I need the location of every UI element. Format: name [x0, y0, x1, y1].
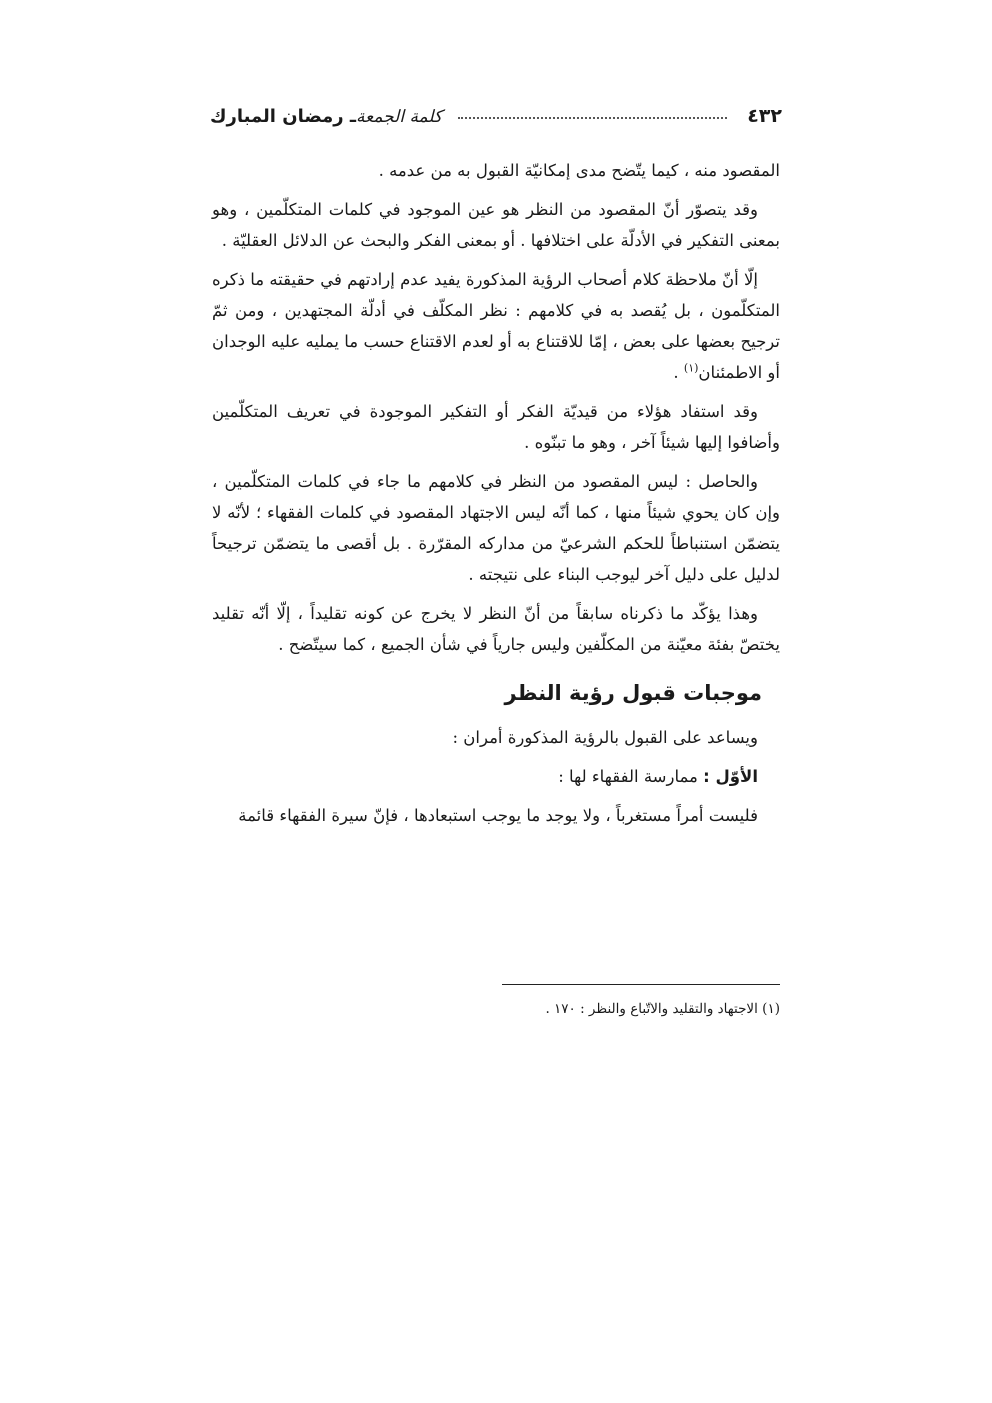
last-line: فليست أمراً مستغرباً ، ولا يوجد ما يوجب استبعادها ، فإنّ سيرة الفقهاء قائمة [238, 806, 758, 825]
paragraph-5: والحاصل : ليس المقصود من النظر في كلامهم ما جاء في كلمات المتكلّمين ، وإن كان يحوي شيئاً منها ، كما أنّه ليس الاجتهاد المقصود في كلمات الفقهاء ؛ لأنّه لا يتضمّن استنباطاً للحكم الشرعيّ من مداركه المقرّرة . بل أقصى ما يتضمّن ترجيحاً لدليل على دليل آخر ليوجب البناء على نتيجته . [212, 472, 780, 584]
main-text [212, 155, 780, 839]
running-header [210, 101, 782, 131]
header-title-suffix: ـ رمضان المبارك [210, 105, 357, 127]
section-heading: موجبات قبول رؤية النظر [504, 681, 762, 705]
footnote: (١) الاجتهاد والتقليد والاتّباع والنظر : ١٧٠ . [545, 1001, 780, 1017]
paragraph-2: وقد يتصوّر أنّ المقصود من النظر هو عين الموجود في كلمات المتكلّمين ، وهو بمعنى التفكير في الأدلّة على اختلافها . أو بمعنى الفكر والبحث عن الدلائل العقليّة . [212, 200, 780, 250]
footnote-divider [502, 984, 780, 985]
header-logo: كلمة الجمعة [356, 106, 443, 127]
header-dotted-leader [458, 117, 727, 119]
footnote-reference: (١) [683, 361, 699, 375]
section-intro: ويساعد على القبول بالرؤية المذكورة أمران : [452, 728, 758, 747]
first-point-label: الأوّل : [703, 767, 758, 786]
first-point [212, 761, 780, 792]
paragraph-6: وهذا يؤكّد ما ذكرناه سابقاً من أنّ النظر لا يخرج عن كونه تقليداً ، إلّا أنّه تقليد يختصّ بفئة معيّنة من المكلّفين وليس جارياً في شأن الجميع ، كما سيتّضح . [212, 604, 780, 654]
paragraph-4: وقد استفاد هؤلاء من قيديّة الفكر أو التفكير الموجودة في تعريف المتكلّمين وأضافوا إليها شيئاً آخر ، وهو ما تبنّوه . [212, 402, 780, 452]
first-point-text: ممارسة الفقهاء لها : [558, 767, 704, 786]
header-title [210, 106, 452, 127]
page-number: ٤٣٢ [747, 105, 782, 127]
paragraph-3 [212, 264, 780, 388]
paragraph-1: المقصود منه ، كيما يتّضح مدى إمكانيّة القبول به من عدمه . [378, 161, 780, 180]
paragraph-3-text: إلّا أنّ ملاحظة كلام أصحاب الرؤية المذكورة يفيد عدم إرادتهم في حقيقته ما ذكره المتكلّمون ، بل يُقصد به في كلامهم : نظر المكلّف في أدلّة المجتهدين ، ومن ثمّ ترجيح بعضها على بعض ، إمّا للاقتناع به أو لعدم الاقتناع حسب ما يمليه عليه الوجدان أو الاطمئنان [212, 270, 780, 382]
paragraph-3-end: . [673, 363, 684, 382]
